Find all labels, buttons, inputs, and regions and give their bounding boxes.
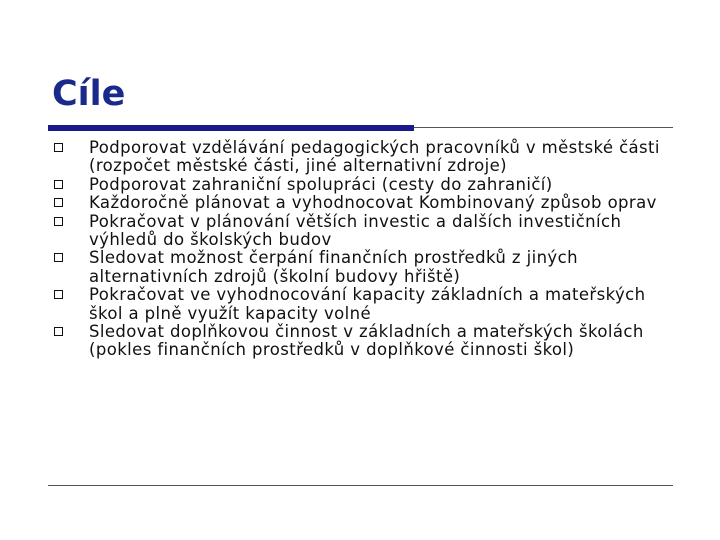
- bullet-text: Každoročně plánovat a vyhodnocovat Kombinovaný způsob oprav: [89, 193, 657, 213]
- bullet-item: [54, 176, 684, 194]
- bullet-text: Pokračovat ve vyhodnocování kapacity základních a mateřských škol a plně využít kapacity volné: [89, 285, 646, 323]
- hollow-square-icon: [54, 143, 63, 152]
- hollow-square-icon: [54, 327, 63, 336]
- hollow-square-icon: [54, 253, 63, 262]
- bullet-text: Sledovat možnost čerpání finančních prostředků z jiných alternativních zdrojů (školní budovy hřiště): [89, 248, 578, 286]
- bullet-item: [54, 286, 684, 323]
- bottom-rule: [48, 485, 673, 486]
- bullet-text: Pokračovat v plánování větších investic a dalších investičních výhledů do školských budov: [89, 211, 622, 250]
- slide-title: Cíle: [52, 74, 126, 114]
- bullet-item: [54, 249, 684, 286]
- bullet-item: [54, 194, 684, 212]
- bullet-text: Podporovat vzdělávání pedagogických pracovníků v městské části (rozpočet městské části, jiné alternativní zdroje): [89, 138, 660, 176]
- bullet-text: Podporovat zahraniční spolupráci (cesty do zahraničí): [89, 174, 553, 194]
- bullet-item: [54, 213, 684, 250]
- bullet-text: Sledovat doplňkovou činnost v základních a mateřských školách (pokles finančních prostředků v doplňkové činnosti škol): [89, 322, 644, 360]
- bullet-item: [54, 323, 684, 360]
- title-underline-thin: [414, 127, 673, 128]
- bullet-list: [54, 139, 684, 360]
- hollow-square-icon: [54, 290, 63, 299]
- hollow-square-icon: [54, 217, 63, 226]
- bullet-item: [54, 139, 684, 176]
- hollow-square-icon: [54, 180, 63, 189]
- title-underline-thick: [48, 125, 414, 131]
- hollow-square-icon: [54, 198, 63, 207]
